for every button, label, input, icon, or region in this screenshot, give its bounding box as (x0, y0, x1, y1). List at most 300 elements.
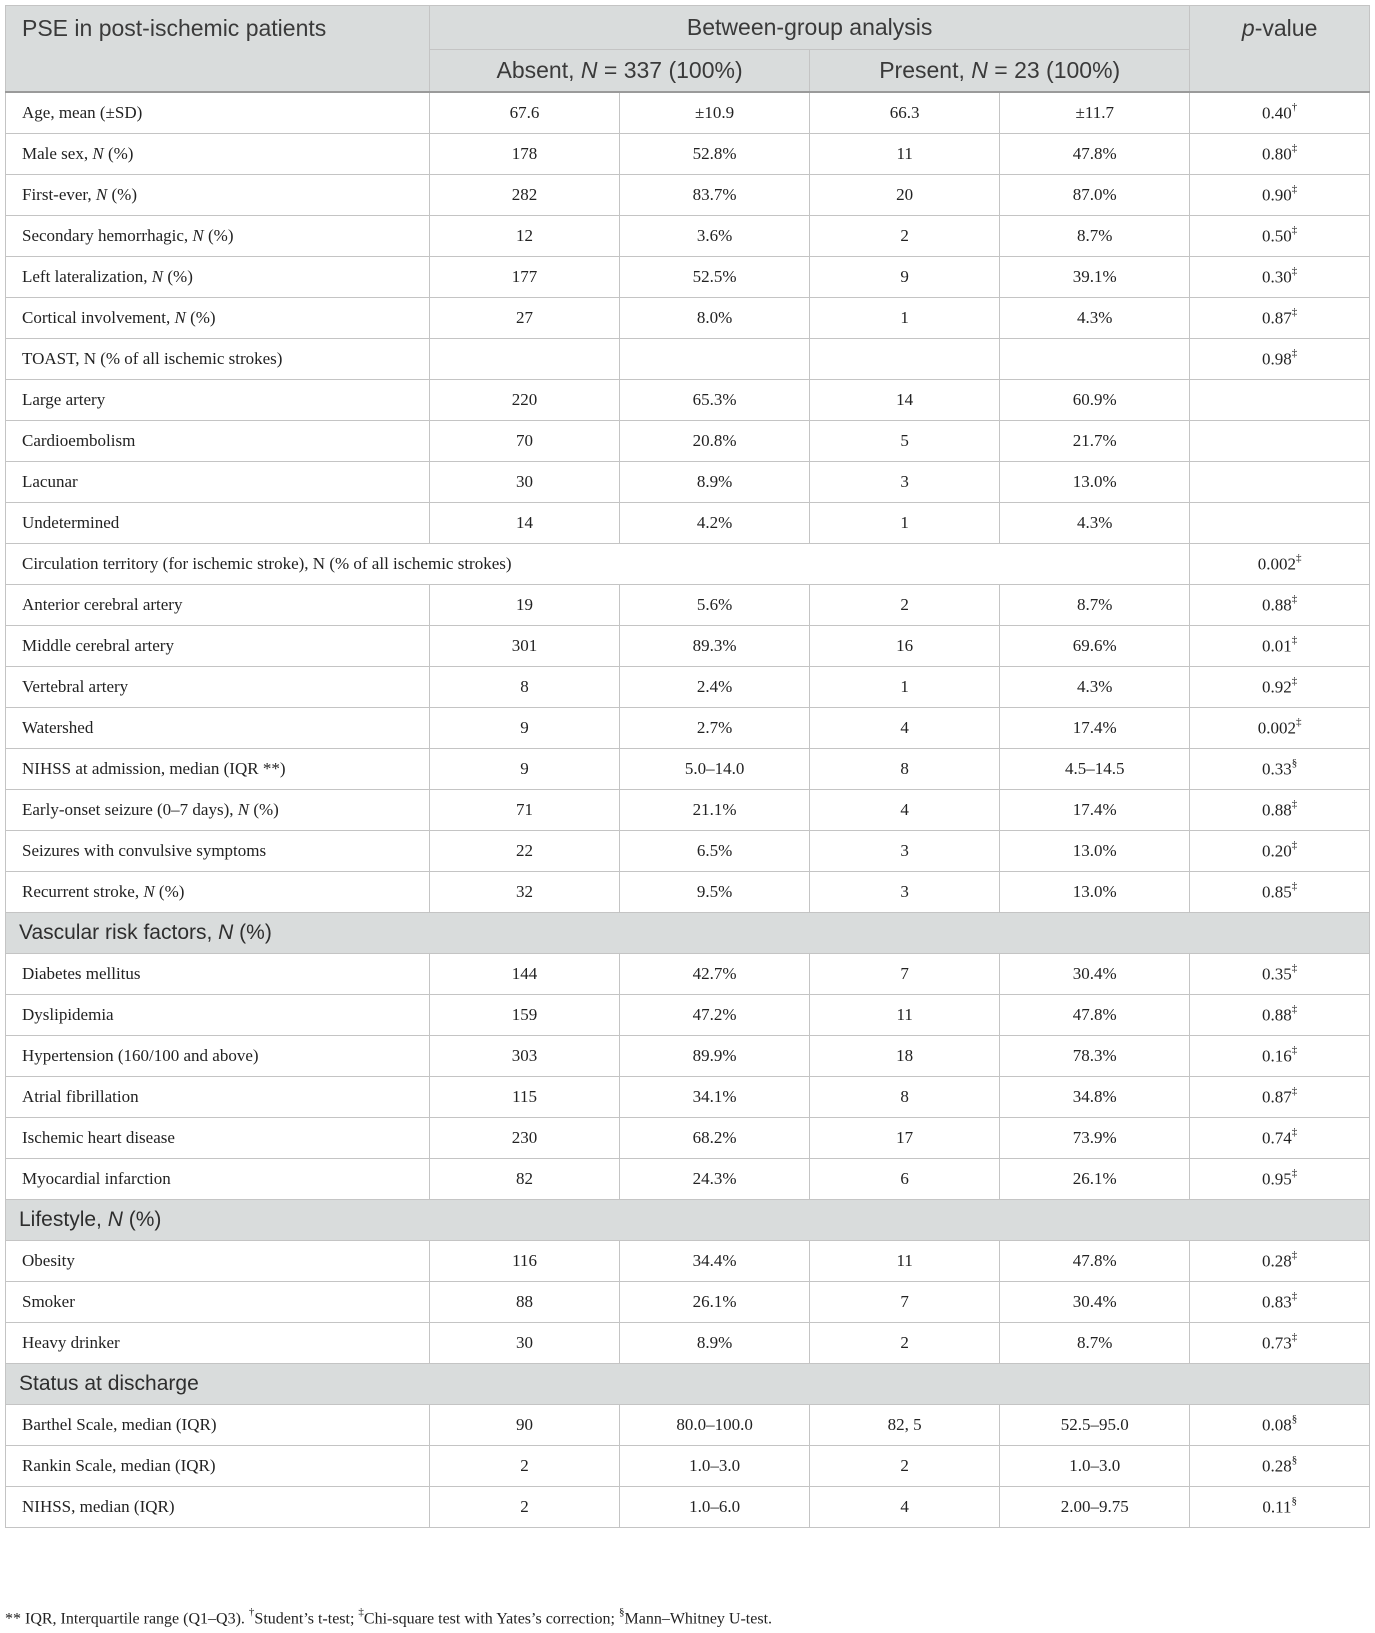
table-row (6, 1241, 1370, 1282)
absent-stat: 20.8% (620, 421, 810, 462)
present-stat: 39.1% (1000, 257, 1190, 298)
row-label-text: Lacunar (22, 472, 78, 491)
present-stat: 47.8% (1000, 995, 1190, 1036)
present-stat: 47.8% (1000, 134, 1190, 175)
row-label (6, 503, 430, 544)
header-p-rest: -value (1254, 15, 1318, 41)
present-stat: 2.00–9.75 (1000, 1487, 1190, 1528)
present-count: 9 (810, 257, 1000, 298)
absent-count: 71 (430, 790, 620, 831)
p-value: 0.30 (1262, 267, 1292, 287)
table-row (6, 216, 1370, 257)
row-label-suffix: (%) (107, 185, 137, 204)
table-row (6, 667, 1370, 708)
table-row (6, 92, 1370, 134)
p-value-cell (1190, 585, 1370, 626)
footnote-part4: Mann–Whitney U-test. (624, 1610, 773, 1628)
p-value-cell (1190, 1159, 1370, 1200)
absent-count: 67.6 (430, 92, 620, 134)
absent-count: 70 (430, 421, 620, 462)
present-stat: 34.8% (1000, 1077, 1190, 1118)
footnote-part2: Student’s t-test; (254, 1610, 359, 1628)
absent-count: 27 (430, 298, 620, 339)
test-marker: ‡ (1291, 838, 1298, 851)
row-label-suffix: (%) (154, 882, 185, 901)
present-count: 1 (810, 298, 1000, 339)
row-label (6, 92, 430, 134)
row-label-italic: N (218, 921, 234, 944)
test-marker: § (1291, 1494, 1297, 1507)
row-label (6, 1446, 430, 1487)
present-count: 1 (810, 503, 1000, 544)
test-marker: § (1291, 1453, 1298, 1466)
table-row (6, 831, 1370, 872)
absent-count: 282 (430, 175, 620, 216)
present-stat: 8.7% (1000, 585, 1190, 626)
table-row (6, 544, 1370, 585)
present-stat: 13.0% (1000, 872, 1190, 913)
present-stat: 8.7% (1000, 216, 1190, 257)
header-present-prefix: Present, (879, 57, 972, 83)
row-label (6, 175, 430, 216)
absent-count: 22 (430, 831, 620, 872)
row-label (6, 1405, 430, 1446)
row-label (6, 667, 430, 708)
p-value-cell (1190, 708, 1370, 749)
present-stat: 4.3% (1000, 503, 1190, 544)
footnote-mark3: § (619, 1606, 625, 1618)
p-value-cell (1190, 92, 1370, 134)
p-value: 0.40 (1262, 103, 1292, 123)
present-count: 20 (810, 175, 1000, 216)
absent-stat: 89.3% (620, 626, 810, 667)
row-label-italic: N (174, 308, 186, 327)
absent-stat: 4.2% (620, 503, 810, 544)
p-value-cell (1190, 954, 1370, 995)
p-value: 0.35 (1262, 964, 1292, 984)
absent-count: 178 (430, 134, 620, 175)
test-marker: ‡ (1291, 633, 1298, 646)
absent-count: 159 (430, 995, 620, 1036)
test-marker: ‡ (1291, 1002, 1298, 1015)
row-label-italic: N (143, 882, 155, 901)
test-marker: ‡ (1291, 1330, 1298, 1343)
header-row-top (6, 6, 1370, 50)
row-label-suffix: (%) (103, 144, 134, 163)
row-label-text: Seizures with convulsive symptoms (22, 841, 267, 860)
table-row (6, 1159, 1370, 1200)
row-label (6, 1282, 430, 1323)
absent-stat: 2.7% (620, 708, 810, 749)
absent-stat: 47.2% (620, 995, 810, 1036)
absent-stat: 21.1% (620, 790, 810, 831)
p-value-cell (1190, 503, 1370, 544)
table-row (6, 380, 1370, 421)
table-row (6, 585, 1370, 626)
present-count: 18 (810, 1036, 1000, 1077)
p-value-cell (1190, 175, 1370, 216)
present-stat (1000, 339, 1190, 380)
present-stat: 13.0% (1000, 831, 1190, 872)
table-row (6, 1118, 1370, 1159)
absent-count: 30 (430, 462, 620, 503)
present-stat: 47.8% (1000, 1241, 1190, 1282)
row-label-text: Heavy drinker (22, 1333, 120, 1352)
row-label (6, 708, 430, 749)
row-label (6, 831, 430, 872)
row-label (6, 872, 430, 913)
row-label-text: Watershed (22, 718, 94, 737)
present-count: 11 (810, 995, 1000, 1036)
absent-stat: 2.4% (620, 667, 810, 708)
present-count: 11 (810, 134, 1000, 175)
table-row (6, 339, 1370, 380)
test-marker: ‡ (1291, 797, 1298, 810)
p-value-cell (1190, 339, 1370, 380)
row-label-text: Undetermined (22, 513, 120, 532)
row-label-text: Obesity (22, 1251, 75, 1270)
p-value-cell (1190, 1241, 1370, 1282)
p-value: 0.73 (1262, 1333, 1292, 1353)
p-value: 0.88 (1262, 1005, 1292, 1025)
absent-count: 220 (430, 380, 620, 421)
absent-stat: 34.1% (620, 1077, 810, 1118)
row-label-text: NIHSS at admission, median (IQR **) (22, 759, 286, 778)
present-count: 66.3 (810, 92, 1000, 134)
p-value: 0.16 (1262, 1046, 1292, 1066)
absent-count: 30 (430, 1323, 620, 1364)
row-label (6, 134, 430, 175)
test-marker: ‡ (1291, 182, 1298, 195)
table-row (6, 872, 1370, 913)
present-count: 7 (810, 954, 1000, 995)
p-value: 0.83 (1262, 1292, 1292, 1312)
test-marker: § (1291, 1412, 1298, 1425)
absent-count: 2 (430, 1487, 620, 1528)
p-value-cell (1190, 216, 1370, 257)
row-label (6, 462, 430, 503)
present-stat: 78.3% (1000, 1036, 1190, 1077)
p-value: 0.90 (1262, 185, 1292, 205)
header-absent-n: N (580, 57, 598, 83)
p-value: 0.74 (1262, 1128, 1292, 1148)
footnote-mark1: † (248, 1606, 255, 1618)
absent-stat: 8.9% (620, 1323, 810, 1364)
p-value: 0.11 (1262, 1497, 1292, 1517)
present-stat: 17.4% (1000, 708, 1190, 749)
footnote (5, 1608, 772, 1628)
test-marker: ‡ (1291, 961, 1298, 974)
absent-count: 116 (430, 1241, 620, 1282)
test-marker: ‡ (1291, 674, 1298, 687)
p-value: 0.28 (1262, 1251, 1292, 1271)
section-heading (6, 913, 1370, 954)
row-label-italic: N (151, 267, 164, 286)
table-row (6, 298, 1370, 339)
p-value-cell (1190, 749, 1370, 790)
row-label (6, 257, 430, 298)
test-marker: ‡ (1291, 879, 1298, 892)
results-table (5, 5, 1370, 1528)
p-value: 0.20 (1262, 841, 1292, 861)
p-value: 0.002 (1257, 554, 1297, 574)
p-value-cell (1190, 831, 1370, 872)
absent-stat: 8.0% (620, 298, 810, 339)
test-marker: ‡ (1291, 1289, 1298, 1302)
table-row (6, 1487, 1370, 1528)
test-marker: ‡ (1291, 264, 1298, 277)
absent-stat: 5.6% (620, 585, 810, 626)
row-label (6, 339, 430, 380)
p-value: 0.88 (1262, 800, 1292, 820)
p-value-cell (1190, 257, 1370, 298)
absent-count: 9 (430, 749, 620, 790)
p-value: 0.95 (1262, 1169, 1292, 1189)
present-stat: 52.5–95.0 (1000, 1405, 1190, 1446)
p-value-cell (1190, 1446, 1370, 1487)
absent-stat: 3.6% (620, 216, 810, 257)
row-label-text: Cardioembolism (22, 431, 136, 450)
absent-stat: 89.9% (620, 1036, 810, 1077)
p-value: 0.88 (1262, 595, 1292, 615)
header-absent-suffix: = 337 (100%) (597, 57, 743, 83)
row-label-text: Large artery (22, 390, 106, 409)
table-row (6, 790, 1370, 831)
present-count: 16 (810, 626, 1000, 667)
row-label-text: Vertebral artery (22, 677, 129, 696)
section-row (6, 913, 1370, 954)
p-value-cell (1190, 462, 1370, 503)
test-marker: † (1291, 100, 1298, 113)
table-row (6, 749, 1370, 790)
present-count (810, 339, 1000, 380)
p-value: 0.28 (1262, 1456, 1292, 1476)
row-label-italic: N (192, 226, 204, 245)
absent-count: 8 (430, 667, 620, 708)
p-value: 0.87 (1262, 1087, 1292, 1107)
row-label-italic: N (107, 1208, 123, 1231)
row-label (6, 790, 430, 831)
p-value-cell (1190, 1487, 1370, 1528)
present-stat: 4.3% (1000, 667, 1190, 708)
p-value: 0.50 (1262, 226, 1292, 246)
p-value: 0.98 (1262, 349, 1292, 369)
p-value-cell (1190, 1036, 1370, 1077)
absent-count: 82 (430, 1159, 620, 1200)
row-label (6, 1487, 430, 1528)
p-value: 0.01 (1262, 636, 1292, 656)
table-row (6, 954, 1370, 995)
row-label-text: Barthel Scale, median (IQR) (22, 1415, 217, 1434)
present-stat: 13.0% (1000, 462, 1190, 503)
p-value-cell (1190, 1282, 1370, 1323)
row-label-text: Hypertension (160/100 and above) (22, 1046, 259, 1065)
row-label-text: Diabetes mellitus (22, 964, 141, 983)
header-present (810, 50, 1190, 93)
absent-stat: 34.4% (620, 1241, 810, 1282)
absent-count: 301 (430, 626, 620, 667)
present-count: 4 (810, 1487, 1000, 1528)
table-row (6, 175, 1370, 216)
test-marker: ‡ (1291, 592, 1298, 605)
absent-count: 90 (430, 1405, 620, 1446)
p-value-cell (1190, 380, 1370, 421)
header-absent-prefix: Absent, (496, 57, 581, 83)
table-row (6, 421, 1370, 462)
p-value-cell (1190, 544, 1370, 585)
absent-stat: 80.0–100.0 (620, 1405, 810, 1446)
present-stat: 87.0% (1000, 175, 1190, 216)
row-label (6, 1323, 430, 1364)
present-count: 3 (810, 872, 1000, 913)
test-marker: ‡ (1296, 715, 1302, 728)
section-heading (6, 1200, 1370, 1241)
table-row (6, 1077, 1370, 1118)
present-stat: 69.6% (1000, 626, 1190, 667)
p-value: 0.002 (1257, 718, 1297, 738)
present-count: 2 (810, 1446, 1000, 1487)
p-value: 0.80 (1262, 144, 1292, 164)
footnote-part3: Chi-square test with Yates’s correction; (363, 1610, 619, 1628)
present-count: 2 (810, 1323, 1000, 1364)
row-label-text: Vascular risk factors, (19, 921, 219, 944)
header-present-suffix: = 23 (100%) (987, 57, 1121, 83)
p-value: 0.87 (1262, 308, 1292, 328)
row-label-text: Ischemic heart disease (22, 1128, 175, 1147)
table-row (6, 1036, 1370, 1077)
absent-stat: 68.2% (620, 1118, 810, 1159)
present-count: 3 (810, 831, 1000, 872)
footnote-part1: ** IQR, Interquartile range (Q1–Q3). (5, 1610, 249, 1628)
table-row (6, 1282, 1370, 1323)
row-label-text: Circulation territory (for ischemic stroke), N (% of all ischemic strokes) (22, 554, 512, 573)
present-count: 17 (810, 1118, 1000, 1159)
present-count: 3 (810, 462, 1000, 503)
row-label-text: Male sex, (22, 144, 93, 163)
row-label (6, 626, 430, 667)
present-count: 6 (810, 1159, 1000, 1200)
absent-stat: 65.3% (620, 380, 810, 421)
present-count: 2 (810, 585, 1000, 626)
present-count: 11 (810, 1241, 1000, 1282)
row-label-suffix: (%) (185, 308, 216, 327)
present-stat: ±11.7 (1000, 92, 1190, 134)
row-label (6, 954, 430, 995)
absent-stat: 52.8% (620, 134, 810, 175)
header-between-group: Between-group analysis (430, 6, 1190, 50)
table-row (6, 1323, 1370, 1364)
table-body (6, 92, 1370, 1528)
table-row (6, 1446, 1370, 1487)
absent-stat (620, 339, 810, 380)
table-row (6, 257, 1370, 298)
absent-stat: 24.3% (620, 1159, 810, 1200)
absent-stat: 83.7% (620, 175, 810, 216)
row-label-text: Age, mean (±SD) (22, 103, 143, 122)
absent-count: 303 (430, 1036, 620, 1077)
absent-stat: 9.5% (620, 872, 810, 913)
absent-stat: 52.5% (620, 257, 810, 298)
p-value: 0.85 (1262, 882, 1292, 902)
row-label (6, 380, 430, 421)
row-label (6, 544, 1190, 585)
present-stat: 4.5–14.5 (1000, 749, 1190, 790)
test-marker: ‡ (1291, 1084, 1298, 1097)
absent-count: 230 (430, 1118, 620, 1159)
table-row (6, 708, 1370, 749)
present-count: 8 (810, 749, 1000, 790)
header-p-value (1190, 6, 1370, 93)
present-stat: 1.0–3.0 (1000, 1446, 1190, 1487)
footnote-mark2: ‡ (358, 1606, 364, 1618)
p-value-cell (1190, 298, 1370, 339)
p-value-cell (1190, 1118, 1370, 1159)
row-label-text: Recurrent stroke, (22, 882, 144, 901)
absent-stat: 8.9% (620, 462, 810, 503)
row-label (6, 216, 430, 257)
p-value-cell (1190, 1405, 1370, 1446)
present-count: 4 (810, 790, 1000, 831)
p-value-cell (1190, 134, 1370, 175)
row-label-text: Lifestyle, (19, 1208, 108, 1231)
test-marker: ‡ (1291, 346, 1298, 359)
present-count: 14 (810, 380, 1000, 421)
test-marker: ‡ (1296, 551, 1302, 564)
row-label-text: Myocardial infarction (22, 1169, 171, 1188)
absent-count: 177 (430, 257, 620, 298)
p-value: 0.33 (1262, 759, 1292, 779)
present-count: 7 (810, 1282, 1000, 1323)
row-label (6, 1159, 430, 1200)
p-value-cell (1190, 421, 1370, 462)
header-p-italic: p (1241, 15, 1255, 41)
present-stat: 30.4% (1000, 954, 1190, 995)
test-marker: ‡ (1291, 305, 1298, 318)
absent-count: 32 (430, 872, 620, 913)
row-label-text: NIHSS, median (IQR) (22, 1497, 175, 1516)
table-row (6, 626, 1370, 667)
row-label (6, 1241, 430, 1282)
row-label-text: Left lateralization, (22, 267, 152, 286)
row-label-text: Status at discharge (19, 1372, 199, 1395)
p-value-cell (1190, 667, 1370, 708)
p-value-cell (1190, 626, 1370, 667)
row-label (6, 421, 430, 462)
test-marker: ‡ (1291, 1166, 1298, 1179)
test-marker: ‡ (1291, 1125, 1298, 1138)
row-label-text: Middle cerebral artery (22, 636, 174, 655)
absent-count: 2 (430, 1446, 620, 1487)
header-present-n: N (971, 57, 988, 83)
p-value-cell (1190, 1323, 1370, 1364)
section-row (6, 1200, 1370, 1241)
table-row (6, 1405, 1370, 1446)
header-label-column: PSE in post-ischemic patients (6, 6, 430, 93)
absent-stat: 1.0–6.0 (620, 1487, 810, 1528)
table-row (6, 462, 1370, 503)
row-label-italic: N (237, 800, 250, 819)
present-stat: 17.4% (1000, 790, 1190, 831)
absent-count (430, 339, 620, 380)
row-label-text: Secondary hemorrhagic, (22, 226, 193, 245)
present-stat: 8.7% (1000, 1323, 1190, 1364)
absent-count: 14 (430, 503, 620, 544)
test-marker: ‡ (1291, 223, 1298, 236)
absent-stat: 26.1% (620, 1282, 810, 1323)
absent-count: 19 (430, 585, 620, 626)
present-count: 8 (810, 1077, 1000, 1118)
test-marker: § (1291, 756, 1298, 769)
